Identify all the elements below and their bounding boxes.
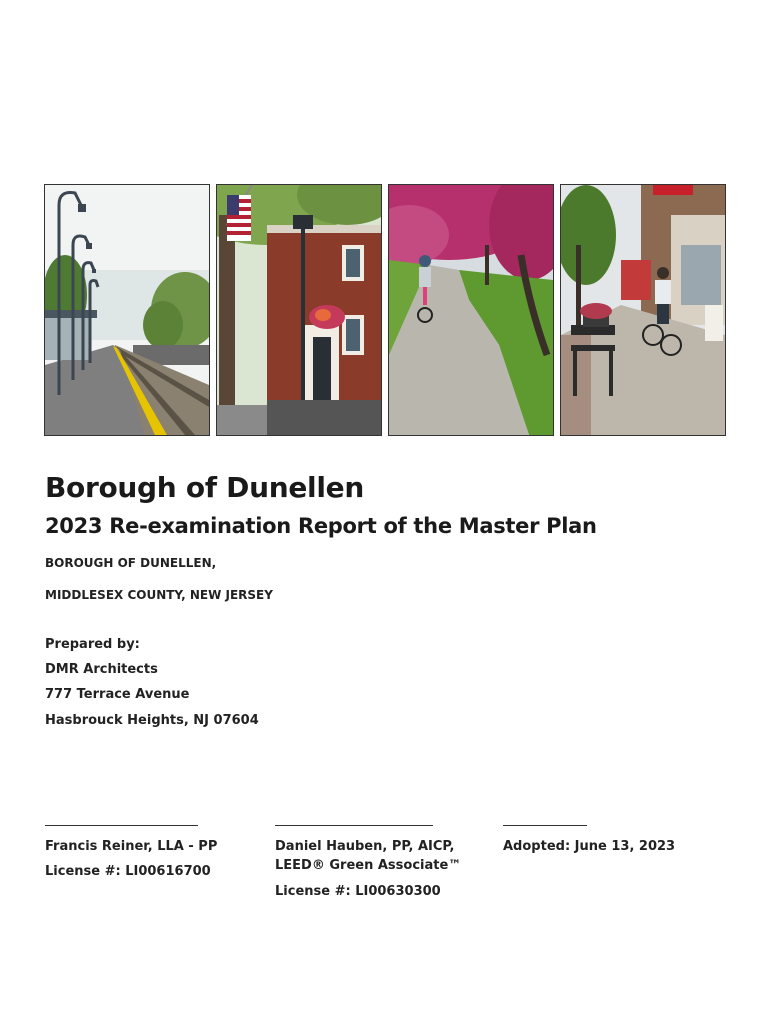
signer-2-credential: LEED® Green Associate™ [275, 858, 462, 873]
address-line-2: Hasbrouck Heights, NJ 07604 [45, 713, 259, 728]
photo-strip [44, 184, 725, 436]
signer-1-name: Francis Reiner, LLA - PP [45, 839, 218, 854]
signer-2-name: Daniel Hauben, PP, AICP, [275, 839, 455, 854]
signature-line-1 [45, 825, 198, 826]
document-title: Borough of Dunellen [45, 471, 364, 504]
adopted-date: Adopted: June 13, 2023 [503, 839, 676, 854]
signer-1-license: License #: LI00616700 [45, 864, 211, 879]
signature-line-2 [275, 825, 433, 826]
address-line-1: 777 Terrace Avenue [45, 687, 190, 702]
prepared-by-label: Prepared by: [45, 637, 140, 652]
location-line-2: MIDDLESEX COUNTY, NEW JERSEY [45, 588, 273, 602]
document-subtitle: 2023 Re-examination Report of the Master Plan [45, 514, 597, 538]
brick-building-photo [216, 184, 382, 436]
child-cycling-photo [388, 184, 554, 436]
signature-line-3 [503, 825, 587, 826]
signer-2-license: License #: LI00630300 [275, 884, 441, 899]
train-station-photo [44, 184, 210, 436]
location-line-1: BOROUGH OF DUNELLEN, [45, 556, 217, 570]
firm-name: DMR Architects [45, 662, 158, 677]
main-street-photo [560, 184, 726, 436]
